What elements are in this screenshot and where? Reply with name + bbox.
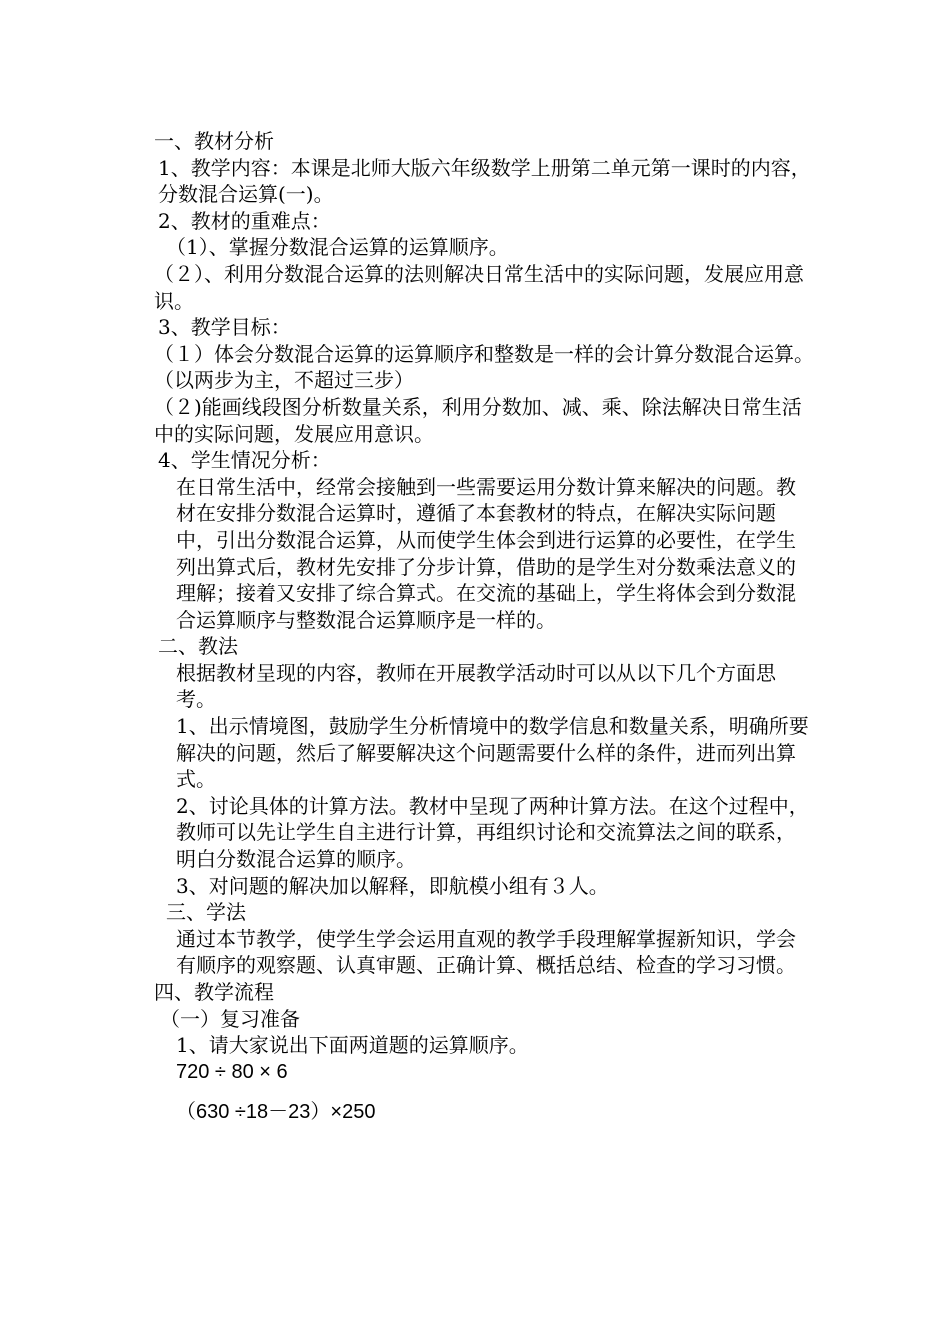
paragraph-goal-2: （２)能画线段图分析数量关系，利用分数加、减、乘、除法解决日常生活中的实际问题，发展应用意识。 (154, 394, 802, 446)
paragraph-method-1: 1、出示情境图，鼓励学生分析情境中的数学信息和数量关系，明确所要解决的问题，然后了解要解决这个问题需要什么样的条件，进而列出算式。 (176, 714, 809, 792)
paragraph-goal-1: （１）体会分数混合运算的运算顺序和整数是一样的会计算分数混合运算。（以两步为主，不超过三步） (154, 341, 814, 393)
paragraph-method-intro: 根据教材呈现的内容，教师在开展教学活动时可以从以下几个方面思考。 (176, 660, 776, 712)
paragraph-method-3: 3、对问题的解决加以解释，即航模小组有３人。 (176, 873, 609, 898)
subheading-student-analysis: 4、学生情况分析： (158, 448, 331, 473)
paragraph-key-point-2: （２）、利用分数混合运算的法则解决日常生活中的实际问题，发展应用意识。 (154, 261, 804, 313)
expression-1: 720 ÷ 80 × 6 (176, 1060, 288, 1083)
expression-2: （630 ÷18－23）×250 (176, 1100, 376, 1123)
paragraph-review-prompt: 1、请大家说出下面两道题的运算顺序。 (176, 1033, 529, 1058)
subheading-key-points: 2、教材的重难点： (158, 208, 331, 233)
document-body (154, 128, 814, 1125)
paragraph-learning-method: 通过本节教学，使学生学会运用直观的教学手段理解掌握新知识，学会有顺序的观察题、认真审题、正确计算、概括总结、检查的学习习惯。 (176, 926, 796, 978)
subheading-review: （一）复习准备 (160, 1006, 300, 1031)
paragraph-teaching-content: 1、教学内容：本课是北师大版六年级数学上册第二单元第一课时的内容，分数混合运算(一)。 (158, 155, 811, 207)
subheading-teaching-goals: 3、教学目标： (158, 315, 291, 340)
paragraph-method-2: 2、讨论具体的计算方法。教材中呈现了两种计算方法。在这个过程中，教师可以先让学生自主进行计算，再组织讨论和交流算法之间的联系，明白分数混合运算的顺序。 (176, 793, 809, 872)
heading-teaching-method: 二、教法 (158, 634, 238, 659)
heading-learning-method: 三、学法 (166, 900, 246, 925)
heading-textbook-analysis: 一、教材分析 (154, 129, 274, 153)
heading-teaching-process: 四、教学流程 (154, 980, 274, 1004)
paragraph-student-analysis: 在日常生活中，经常会接触到一些需要运用分数计算来解决的问题。教材在安排分数混合运算时，遵循了本套教材的特点，在解决实际问题中，引出分数混合运算，从而使学生体会到进行运算的必要性，在学生列出算式后，教材先安排了分步计算，借助的是学生对分数乘法意义的理解；接着又安排了综合算式。在交流的基础上，学生将体会到分数混合运算顺序与整数混合运算顺序是一样的。 (176, 474, 796, 632)
paragraph-key-point-1: （1）、掌握分数混合运算的运算顺序。 (166, 235, 509, 260)
